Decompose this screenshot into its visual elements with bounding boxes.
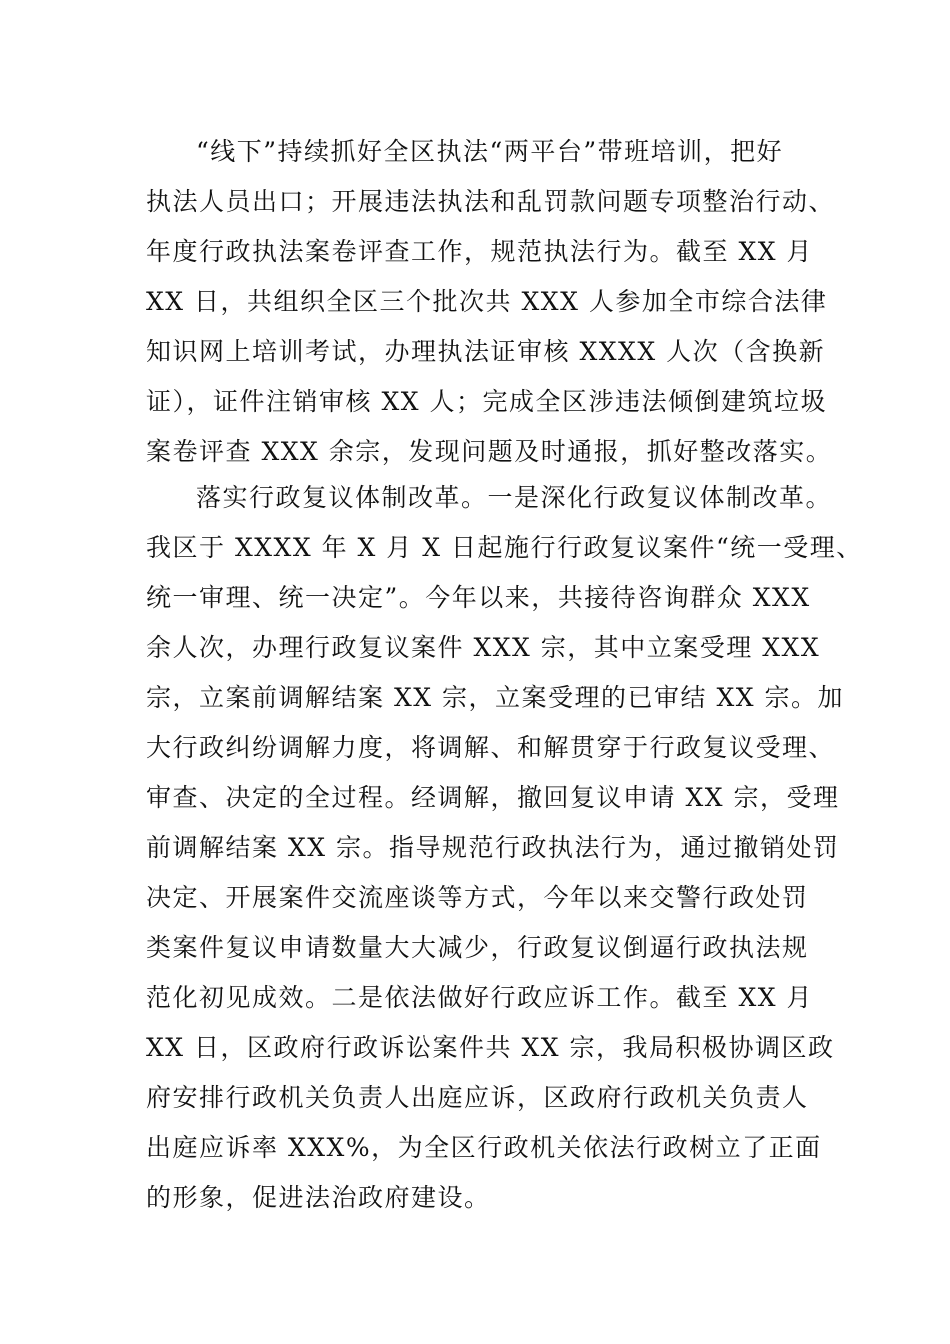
paragraph-line: 类案件复议申请数量大大减少，行政复议倒逼行政执法规 bbox=[146, 933, 809, 962]
paragraph-line: 大行政纠纷调解力度，将调解、和解贯穿于行政复议受理、 bbox=[146, 733, 836, 762]
paragraph-line: 的形象，促进法治政府建设。 bbox=[146, 1183, 491, 1212]
paragraph-line: 知识网上培训考试，办理执法证审核 XXXX 人次（含换新 bbox=[146, 337, 826, 366]
paragraph-line: 案卷评查 XXX 余宗，发现问题及时通报，抓好整改落实。 bbox=[146, 437, 833, 466]
paragraph-line: 前调解结案 XX 宗。指导规范行政执法行为，通过撤销处罚 bbox=[146, 833, 840, 862]
paragraph-line: 年度行政执法案卷评查工作，规范执法行为。截至 XX 月 bbox=[146, 237, 813, 266]
paragraph-line: 决定、开展案件交流座谈等方式，今年以来交警行政处罚 bbox=[146, 883, 809, 912]
paragraph-line: 范化初见成效。二是依法做好行政应诉工作。截至 XX 月 bbox=[146, 983, 813, 1012]
paragraph-line: “线下”持续抓好全区执法“两平台”带班培训，把好 bbox=[196, 137, 784, 166]
paragraph-line: 我区于 XXXX 年 X 月 X 日起施行行政复议案件“统一受理、 bbox=[146, 533, 863, 562]
paragraph-line: 出庭应诉率 XXX%，为全区行政机关依法行政树立了正面 bbox=[146, 1133, 822, 1162]
paragraph-line: 审查、决定的全过程。经调解，撤回复议申请 XX 宗，受理 bbox=[146, 783, 840, 812]
paragraph-line: XX 日，区政府行政诉讼案件共 XX 宗，我局积极协调区政 bbox=[146, 1033, 835, 1062]
paragraph-line: 证），证件注销审核 XX 人；完成全区涉违法倾倒建筑垃圾 bbox=[146, 387, 827, 416]
paragraph-line: 府安排行政机关负责人出庭应诉，区政府行政机关负责人 bbox=[146, 1083, 809, 1112]
paragraph-line: 落实行政复议体制改革。一是深化行政复议体制改革。 bbox=[196, 483, 833, 512]
paragraph-line: 余人次，办理行政复议案件 XXX 宗，其中立案受理 XXX bbox=[146, 633, 821, 662]
paragraph-line: 执法人员出口；开展违法执法和乱罚款问题专项整治行动、 bbox=[146, 187, 836, 216]
paragraph-administrative-reconsideration bbox=[146, 473, 863, 1223]
paragraph-law-enforcement-training bbox=[146, 127, 836, 477]
paragraph-line: XX 日，共组织全区三个批次共 XXX 人参加全市综合法律 bbox=[146, 287, 828, 316]
paragraph-line: 统一审理、统一决定”。今年以来，共接待咨询群众 XXX bbox=[146, 583, 811, 612]
paragraph-line: 宗，立案前调解结案 XX 宗，立案受理的已审结 XX 宗。加 bbox=[146, 683, 844, 712]
